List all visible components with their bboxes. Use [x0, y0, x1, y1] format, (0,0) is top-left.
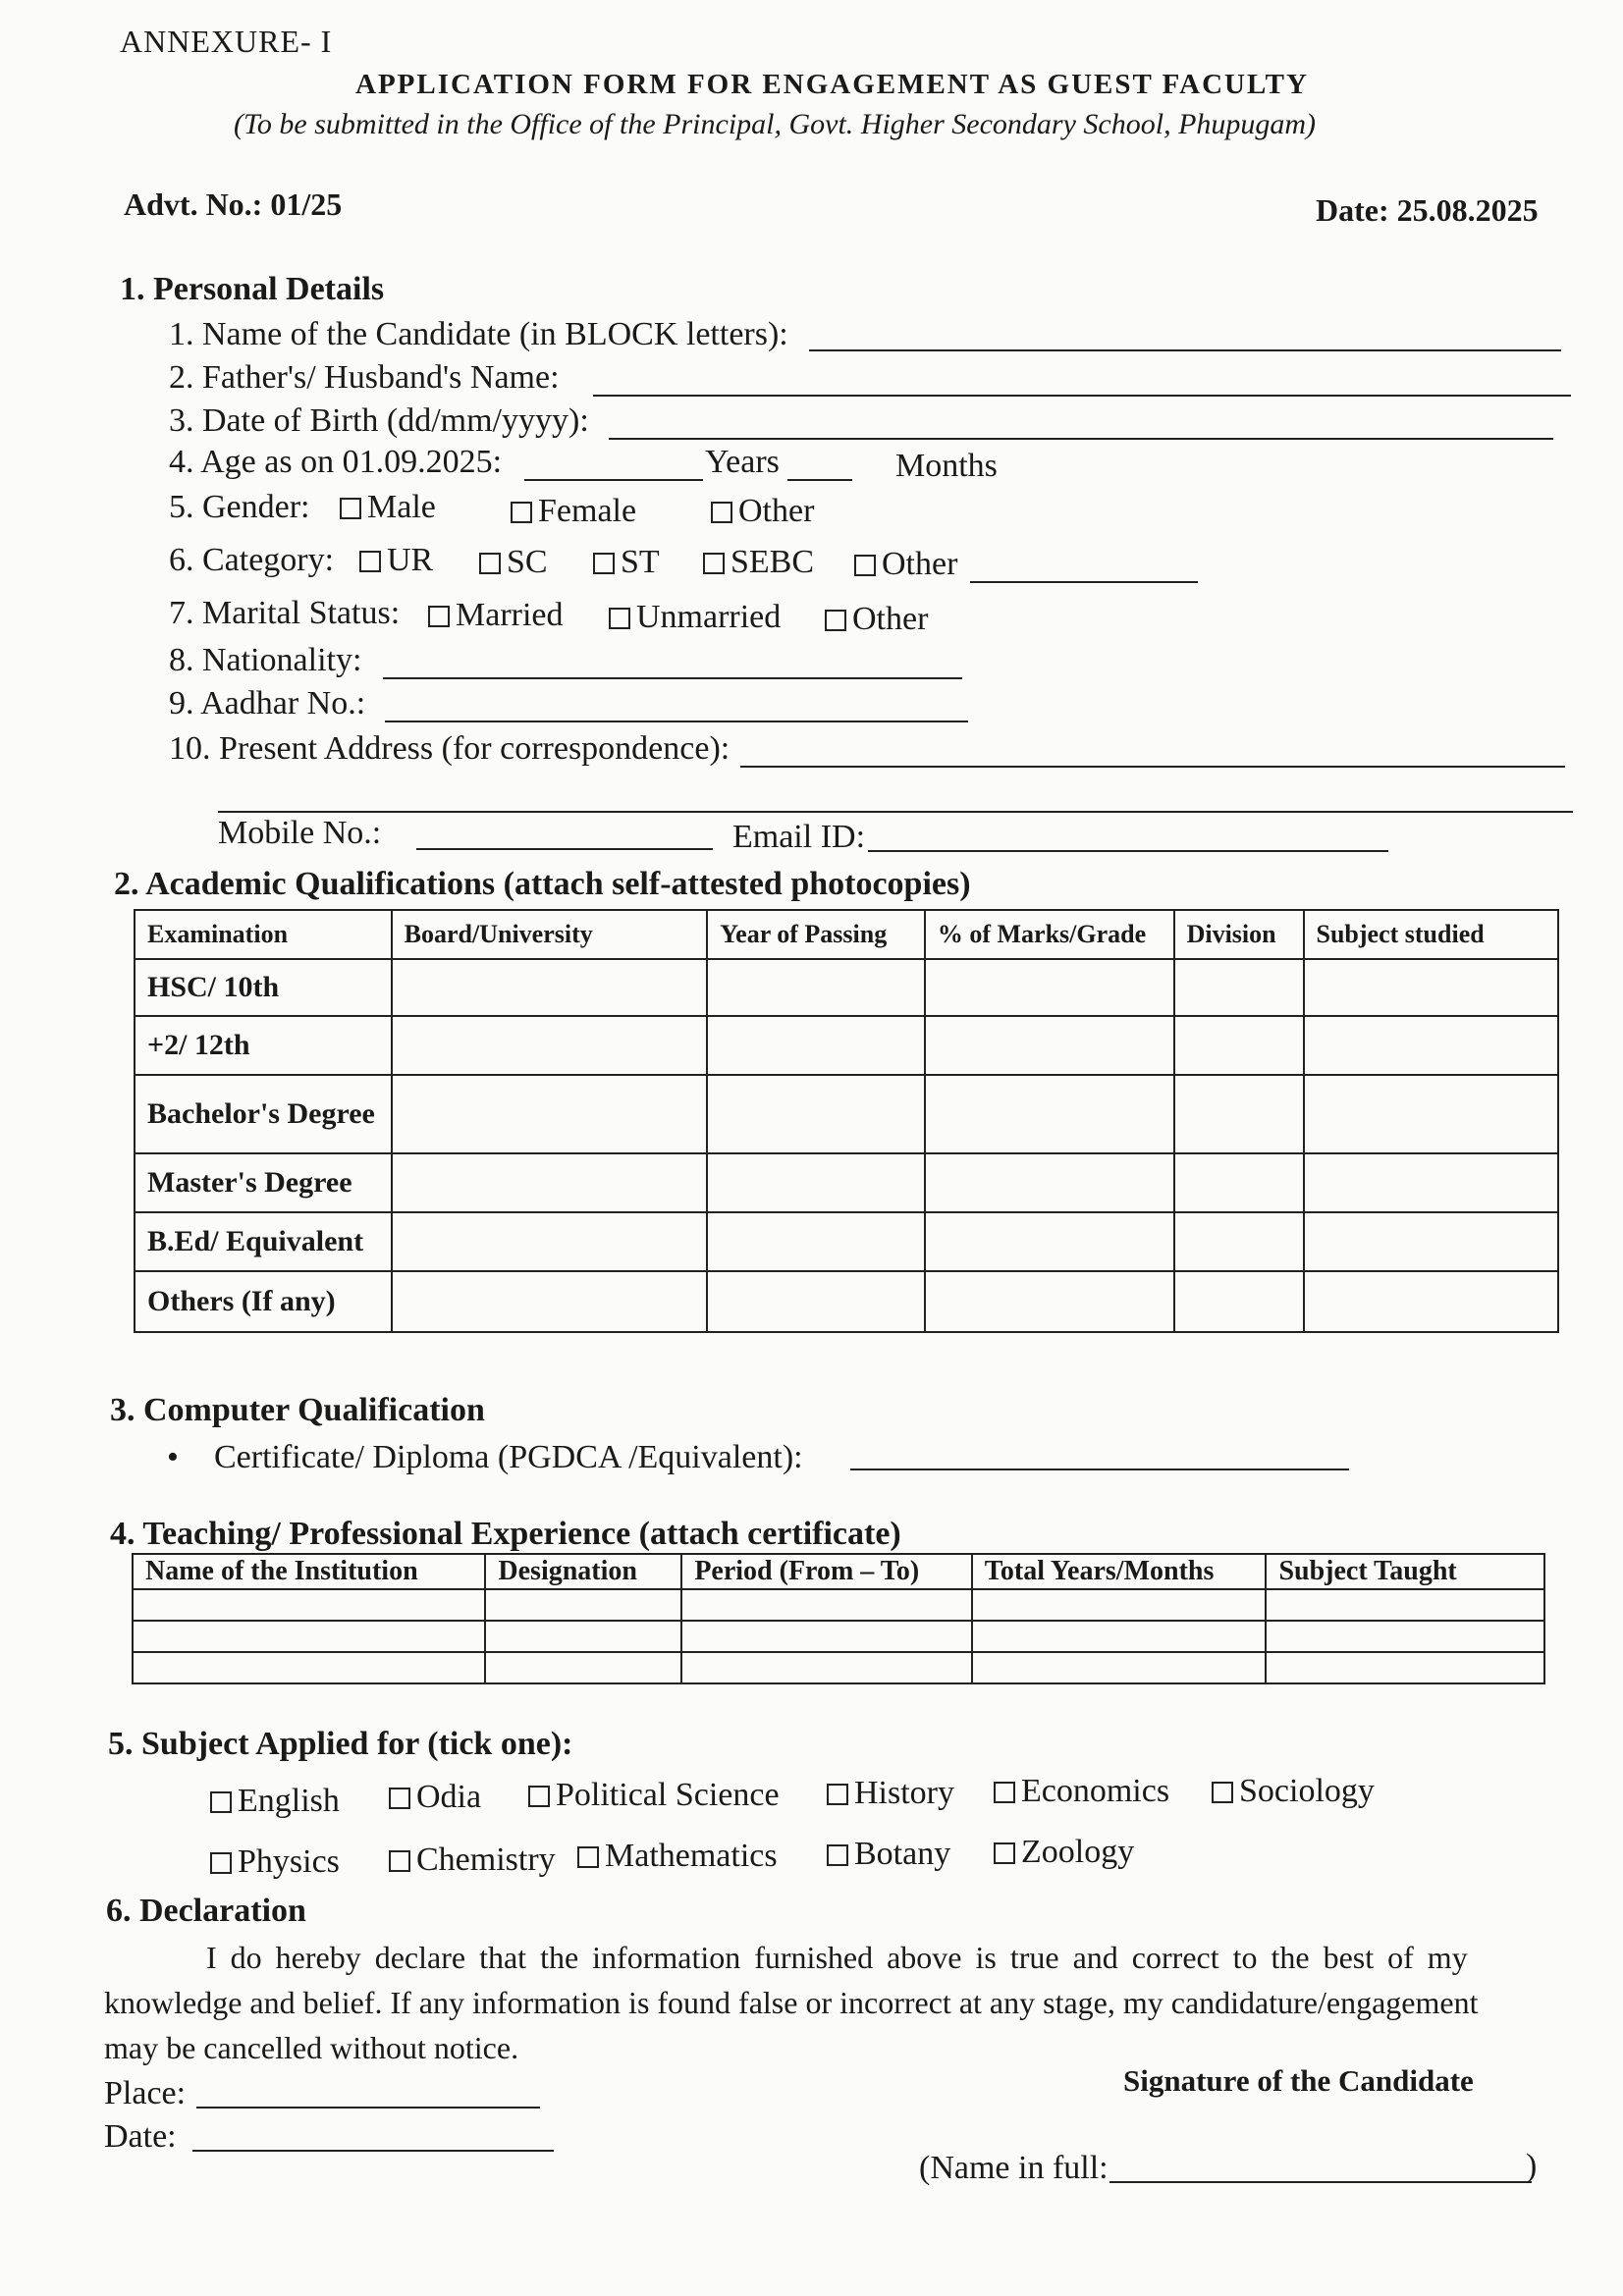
- section-computer-heading: 3. Computer Qualification: [110, 1392, 485, 1428]
- table-cell[interactable]: [1304, 1016, 1559, 1075]
- table-cell[interactable]: [392, 1075, 708, 1153]
- advt-number: Advt. No.: 01/25: [124, 187, 343, 222]
- table-cell[interactable]: [133, 1589, 485, 1621]
- table-cell[interactable]: [925, 959, 1174, 1016]
- checkbox-icon[interactable]: [994, 1842, 1015, 1864]
- checkbox-icon[interactable]: [511, 502, 532, 523]
- marital-other-option[interactable]: Other: [825, 601, 928, 638]
- marital-unmarried-option[interactable]: Unmarried: [609, 599, 781, 636]
- age-years-field[interactable]: [524, 479, 703, 481]
- table-cell[interactable]: [681, 1652, 971, 1683]
- table-cell[interactable]: [1266, 1621, 1544, 1652]
- checkbox-icon[interactable]: [210, 1791, 232, 1813]
- address-field-line2[interactable]: [218, 811, 1573, 813]
- checkbox-icon[interactable]: [854, 555, 876, 576]
- age-label: 4. Age as on 01.09.2025:: [169, 444, 503, 480]
- form-title: APPLICATION FORM FOR ENGAGEMENT AS GUEST FACULTY: [355, 69, 1309, 100]
- table-cell[interactable]: [925, 1016, 1174, 1075]
- form-date: Date: 25.08.2025: [1316, 192, 1539, 228]
- name-field[interactable]: [809, 349, 1561, 351]
- table-row: [133, 1621, 1544, 1652]
- subject-mathematics-option[interactable]: Mathematics: [577, 1838, 778, 1875]
- table-cell[interactable]: [1266, 1589, 1544, 1621]
- table-cell[interactable]: [1304, 959, 1559, 1016]
- category-other-option[interactable]: Other: [854, 546, 957, 583]
- table-cell[interactable]: [972, 1621, 1267, 1652]
- checkbox-icon[interactable]: [827, 1844, 848, 1866]
- gender-female-option[interactable]: Female: [511, 493, 636, 530]
- table-cell[interactable]: [392, 1271, 708, 1332]
- aadhar-label: 9. Aadhar No.:: [169, 685, 366, 721]
- checkbox-icon[interactable]: [577, 1846, 599, 1868]
- table-cell[interactable]: [1174, 1075, 1304, 1153]
- subject-history-option[interactable]: History: [827, 1775, 954, 1812]
- table-cell[interactable]: [392, 1016, 708, 1075]
- row-label: Bachelor's Degree: [135, 1075, 392, 1153]
- signature-label: Signature of the Candidate: [1123, 2063, 1474, 2098]
- col-board: Board/University: [392, 910, 708, 959]
- table-cell[interactable]: [133, 1652, 485, 1683]
- place-label: Place:: [104, 2075, 187, 2111]
- aadhar-field[interactable]: [385, 721, 968, 722]
- checkbox-icon[interactable]: [479, 553, 501, 574]
- years-label: Years: [705, 444, 780, 480]
- mobile-field[interactable]: [416, 848, 713, 850]
- academic-table: [134, 909, 1559, 1333]
- father-label: 2. Father's/ Husband's Name:: [169, 359, 560, 396]
- category-sc-option[interactable]: SC: [479, 544, 548, 581]
- category-st-option[interactable]: ST: [593, 544, 660, 581]
- col-subject: Subject studied: [1304, 910, 1559, 959]
- col-institution: Name of the Institution: [133, 1554, 485, 1589]
- section-subjects-heading: 5. Subject Applied for (tick one):: [108, 1726, 573, 1762]
- table-cell[interactable]: [925, 1271, 1174, 1332]
- experience-table: [132, 1553, 1545, 1684]
- table-cell[interactable]: [1174, 1271, 1304, 1332]
- place-field[interactable]: [196, 2107, 540, 2109]
- checkbox-icon[interactable]: [711, 502, 732, 523]
- checkbox-icon[interactable]: [827, 1784, 848, 1805]
- row-label: Others (If any): [135, 1271, 392, 1332]
- table-cell[interactable]: [681, 1589, 971, 1621]
- certificate-label: Certificate/ Diploma (PGDCA /Equivalent):: [214, 1439, 803, 1475]
- declaration-line1: I do hereby declare that the information furnished above is true and correct to the best of my: [206, 1940, 1468, 1975]
- address-field-line1[interactable]: [740, 766, 1565, 768]
- subject-botany-option[interactable]: Botany: [827, 1836, 950, 1873]
- col-period: Period (From – To): [681, 1554, 971, 1589]
- checkbox-icon[interactable]: [210, 1852, 232, 1874]
- table-cell[interactable]: [1304, 1271, 1559, 1332]
- name-label: 1. Name of the Candidate (in BLOCK letters):: [169, 316, 788, 352]
- col-designation: Designation: [485, 1554, 681, 1589]
- name-in-full-label: (Name in full:: [919, 2150, 1109, 2186]
- category-label: 6. Category:: [169, 542, 335, 578]
- bullet-icon: •: [167, 1439, 179, 1475]
- table-cell[interactable]: [925, 1075, 1174, 1153]
- nationality-label: 8. Nationality:: [169, 642, 362, 678]
- table-cell[interactable]: [1304, 1153, 1559, 1212]
- subject-physics-option[interactable]: Physics: [210, 1843, 340, 1881]
- months-label: Months: [895, 448, 998, 484]
- checkbox-icon[interactable]: [528, 1786, 550, 1807]
- row-label: +2/ 12th: [135, 1016, 392, 1075]
- table-row: [135, 1016, 1558, 1075]
- checkbox-icon[interactable]: [825, 610, 846, 631]
- section-experience-heading: 4. Teaching/ Professional Experience (attach certificate): [110, 1516, 901, 1552]
- academic-header-row: [135, 910, 1558, 959]
- table-cell[interactable]: [707, 1153, 925, 1212]
- table-cell[interactable]: [707, 1075, 925, 1153]
- table-cell[interactable]: [485, 1652, 681, 1683]
- table-cell[interactable]: [392, 1153, 708, 1212]
- age-months-field[interactable]: [787, 479, 852, 481]
- row-label: B.Ed/ Equivalent: [135, 1212, 392, 1271]
- col-marks: % of Marks/Grade: [925, 910, 1174, 959]
- category-sebc-option[interactable]: SEBC: [703, 544, 814, 581]
- section-personal-heading: 1. Personal Details: [120, 271, 385, 307]
- col-examination: Examination: [135, 910, 392, 959]
- row-label: Master's Degree: [135, 1153, 392, 1212]
- date-field[interactable]: [192, 2150, 554, 2152]
- table-cell[interactable]: [925, 1153, 1174, 1212]
- section-declaration-heading: 6. Declaration: [106, 1893, 306, 1929]
- dob-label: 3. Date of Birth (dd/mm/yyyy):: [169, 402, 589, 439]
- date-label: Date:: [104, 2118, 177, 2155]
- table-cell[interactable]: [681, 1621, 971, 1652]
- subject-odia-option[interactable]: Odia: [389, 1779, 481, 1816]
- table-row: [133, 1652, 1544, 1683]
- subject-zoology-option[interactable]: Zoology: [994, 1834, 1134, 1871]
- mobile-label: Mobile No.:: [218, 815, 382, 851]
- table-cell[interactable]: [707, 1212, 925, 1271]
- email-label: Email ID:: [732, 819, 866, 855]
- experience-header-row: [133, 1554, 1544, 1589]
- declaration-line2: knowledge and belief. If any information is found false or incorrect at any stage, my candidature/engagement: [104, 1985, 1479, 2020]
- checkbox-icon[interactable]: [994, 1782, 1015, 1803]
- checkbox-icon[interactable]: [428, 606, 450, 627]
- col-year: Year of Passing: [707, 910, 925, 959]
- name-in-full-close: ): [1526, 2148, 1538, 2184]
- checkbox-icon[interactable]: [703, 553, 725, 574]
- table-cell[interactable]: [133, 1621, 485, 1652]
- table-cell[interactable]: [1304, 1075, 1559, 1153]
- table-cell[interactable]: [392, 1212, 708, 1271]
- marital-label: 7. Marital Status:: [169, 595, 401, 631]
- checkbox-icon[interactable]: [593, 553, 615, 574]
- table-row: [135, 1212, 1558, 1271]
- checkbox-icon[interactable]: [1212, 1782, 1233, 1803]
- gender-male-option[interactable]: Male: [340, 489, 436, 526]
- checkbox-icon[interactable]: [359, 551, 381, 572]
- table-cell[interactable]: [707, 1271, 925, 1332]
- subject-political-science-option[interactable]: Political Science: [528, 1777, 780, 1814]
- checkbox-icon[interactable]: [609, 608, 630, 629]
- col-total: Total Years/Months: [972, 1554, 1267, 1589]
- table-cell[interactable]: [1304, 1212, 1559, 1271]
- row-label: HSC/ 10th: [135, 959, 392, 1016]
- form-subtitle: (To be submitted in the Office of the Principal, Govt. Higher Secondary School, Phupugam): [234, 108, 1317, 140]
- table-cell[interactable]: [392, 959, 708, 1016]
- table-cell[interactable]: [1266, 1652, 1544, 1683]
- table-cell[interactable]: [485, 1621, 681, 1652]
- subject-economics-option[interactable]: Economics: [994, 1773, 1169, 1810]
- table-cell[interactable]: [707, 1016, 925, 1075]
- checkbox-icon[interactable]: [389, 1788, 410, 1809]
- col-subject-taught: Subject Taught: [1266, 1554, 1544, 1589]
- table-cell[interactable]: [1174, 1153, 1304, 1212]
- table-cell[interactable]: [925, 1212, 1174, 1271]
- table-cell[interactable]: [707, 959, 925, 1016]
- col-division: Division: [1174, 910, 1304, 959]
- checkbox-icon[interactable]: [389, 1850, 410, 1872]
- table-row: [135, 1153, 1558, 1212]
- marital-married-option[interactable]: Married: [428, 597, 564, 634]
- table-row: [135, 1075, 1558, 1153]
- table-row: [133, 1589, 1544, 1621]
- table-cell[interactable]: [485, 1589, 681, 1621]
- gender-other-option[interactable]: Other: [711, 493, 814, 530]
- subject-chemistry-option[interactable]: Chemistry: [389, 1842, 556, 1879]
- category-other-field[interactable]: [970, 581, 1198, 583]
- subject-sociology-option[interactable]: Sociology: [1212, 1773, 1375, 1810]
- gender-label: 5. Gender:: [169, 489, 310, 525]
- category-ur-option[interactable]: UR: [359, 542, 433, 579]
- table-cell[interactable]: [972, 1652, 1267, 1683]
- table-row: [135, 1271, 1558, 1332]
- certificate-field[interactable]: [850, 1468, 1349, 1470]
- table-cell[interactable]: [1174, 959, 1304, 1016]
- nationality-field[interactable]: [383, 677, 962, 679]
- subject-english-option[interactable]: English: [210, 1783, 340, 1820]
- section-academic-heading: 2. Academic Qualifications (attach self-attested photocopies): [114, 866, 971, 902]
- table-cell[interactable]: [1174, 1212, 1304, 1271]
- annexure-label: ANNEXURE- I: [120, 24, 333, 59]
- dob-field[interactable]: [609, 438, 1553, 440]
- declaration-line3: may be cancelled without notice.: [104, 2030, 519, 2065]
- table-row: [135, 959, 1558, 1016]
- table-cell[interactable]: [972, 1589, 1267, 1621]
- checkbox-icon[interactable]: [340, 498, 361, 519]
- father-field[interactable]: [593, 395, 1571, 397]
- table-cell[interactable]: [1174, 1016, 1304, 1075]
- address-label: 10. Present Address (for correspondence):: [169, 730, 730, 767]
- email-field[interactable]: [868, 850, 1388, 852]
- name-in-full-field[interactable]: [1109, 2181, 1532, 2183]
